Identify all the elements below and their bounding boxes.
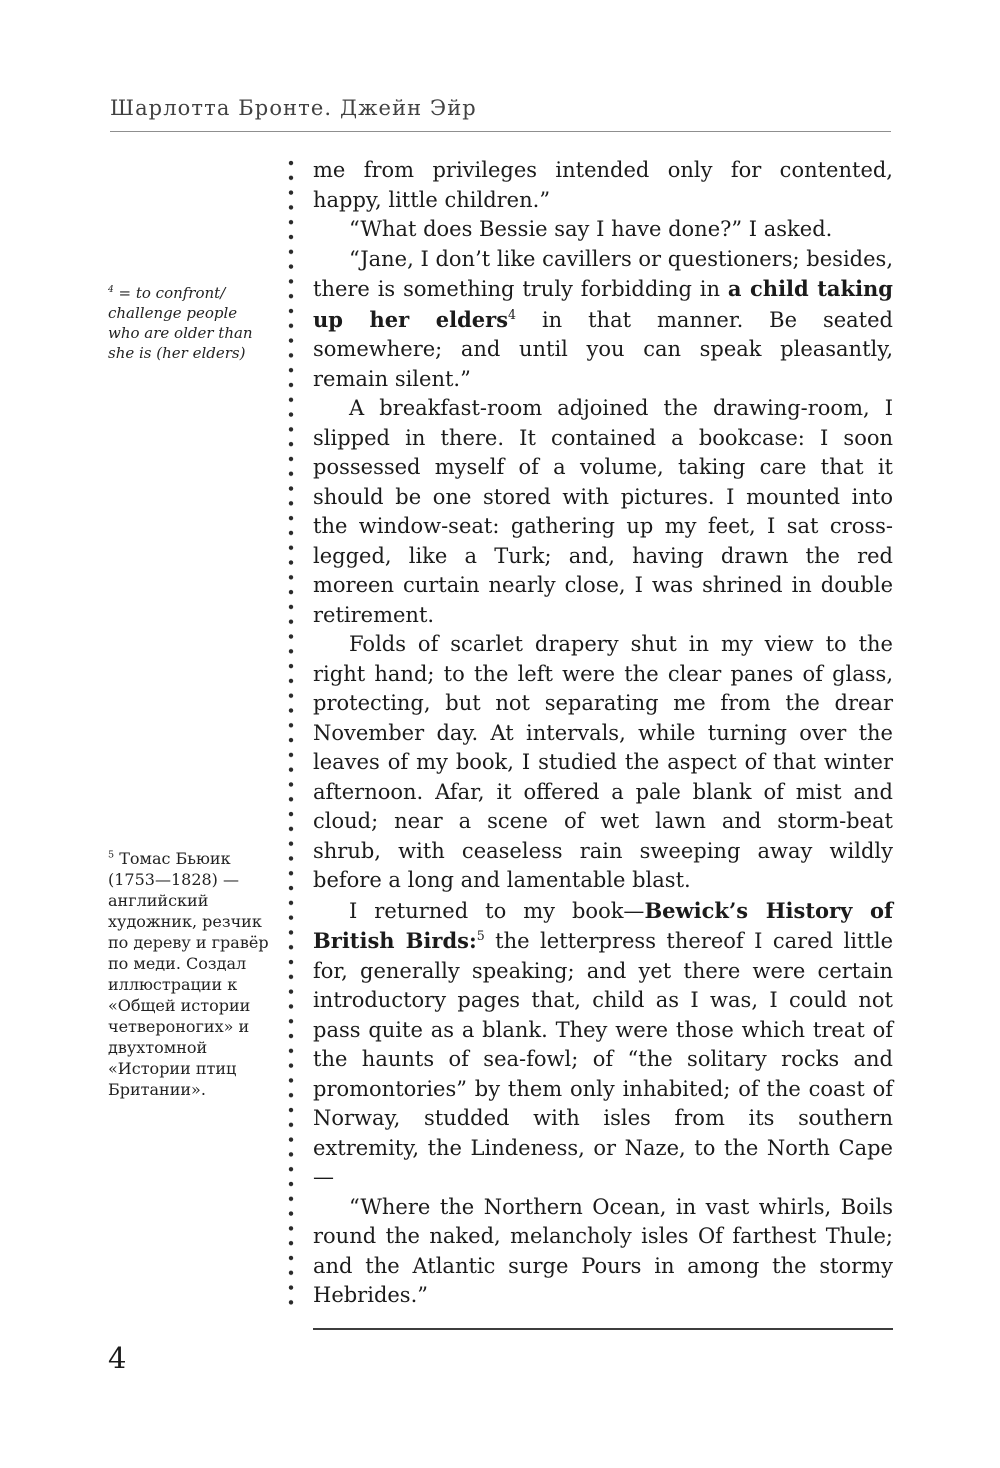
paragraphs bbox=[313, 156, 893, 1311]
text-run: “Where the Northern Ocean, in vast whirls, Boils round the naked, melancholy isles Of farthest Thule; and the Atlantic surge Pours in among the stormy Hebrides.” bbox=[313, 1194, 893, 1307]
text-run: A breakfast-room adjoined the drawing-room, I slipped in there. It contained a bookcase: I soon possessed myself of a volume, taking care that it should be one stored with pictures. I mounted into the window-seat: gathering up my feet, I sat cross-legged, like a Turk; and, having drawn the red moreen curtain nearly close, I was shrined in double retirement. bbox=[313, 396, 893, 627]
paragraph bbox=[313, 394, 893, 630]
footnote-marker: 4 bbox=[108, 285, 114, 295]
text-run: = to confront/ challenge people who are older than she is (her elders) bbox=[108, 284, 253, 362]
footnote-4 bbox=[108, 283, 266, 363]
text-run: in that manner. Be seated somewhere; and until you can speak pleasantly, remain silent.” bbox=[313, 307, 893, 391]
dotted-separator bbox=[288, 160, 294, 1312]
footnote-5 bbox=[108, 848, 278, 1100]
text-run: Folds of scarlet drapery shut in my view to the right hand; to the left were the clear panes of glass, protecting, but not separating me from the drear November day. At intervals, while turning over the leaves of my book, I studied the aspect of that winter afternoon. Afar, it offered a pale blank of mist and cloud; near a scene of wet lawn and storm-beat shrub, with ceaseless rain sweeping away wildly before a long and lamentable blast. bbox=[313, 632, 893, 892]
footnote-marker: 5 bbox=[476, 928, 485, 943]
text-run: Bewick’s History of British Birds: bbox=[313, 897, 893, 953]
text-run: me from privileges intended only for contented, happy, little children.” bbox=[313, 158, 893, 212]
page-number: 4 bbox=[108, 1341, 127, 1375]
paragraph bbox=[313, 896, 893, 1193]
paragraph bbox=[313, 156, 893, 215]
header-rule bbox=[110, 131, 891, 132]
text-run: Томас Бьюик (1753—1828) — английский художник, резчик по дереву и гравёр по меди. Создал иллюстрации к «Общей истории четвероногих» и двухтомной «Истории птиц Британии». bbox=[108, 849, 269, 1099]
paragraph bbox=[313, 630, 893, 896]
footnote-marker: 4 bbox=[508, 306, 517, 322]
running-header: Шарлотта Бронте. Джейн Эйр bbox=[110, 96, 477, 120]
text-run: the letterpress thereof I cared little for, generally speaking; and yet there were certain introductory pages that, child as I was, I could not pass quite as a blank. They were those which treat of the haunts of sea-fowl; of “the solitary rocks and promontories” by them only inhabited; of the coast of Norway, studded with isles from its southern extremity, the Lindeness, or Naze, to the North Cape— bbox=[313, 929, 894, 1189]
text-run: “Jane, I don’t like cavillers or questioners; besides, there is something truly forbidding in bbox=[313, 246, 893, 301]
footnote-marker: 5 bbox=[108, 849, 115, 861]
main-text-column bbox=[313, 156, 893, 1311]
text-run: “What does Bessie say I have done?” I asked. bbox=[349, 217, 833, 241]
paragraph bbox=[313, 1193, 893, 1311]
paragraph bbox=[313, 215, 893, 245]
text-run: I returned to my book— bbox=[349, 898, 645, 923]
bottom-rule bbox=[313, 1328, 893, 1330]
text-run: a child taking up her elders bbox=[313, 276, 893, 332]
paragraph bbox=[313, 245, 893, 395]
